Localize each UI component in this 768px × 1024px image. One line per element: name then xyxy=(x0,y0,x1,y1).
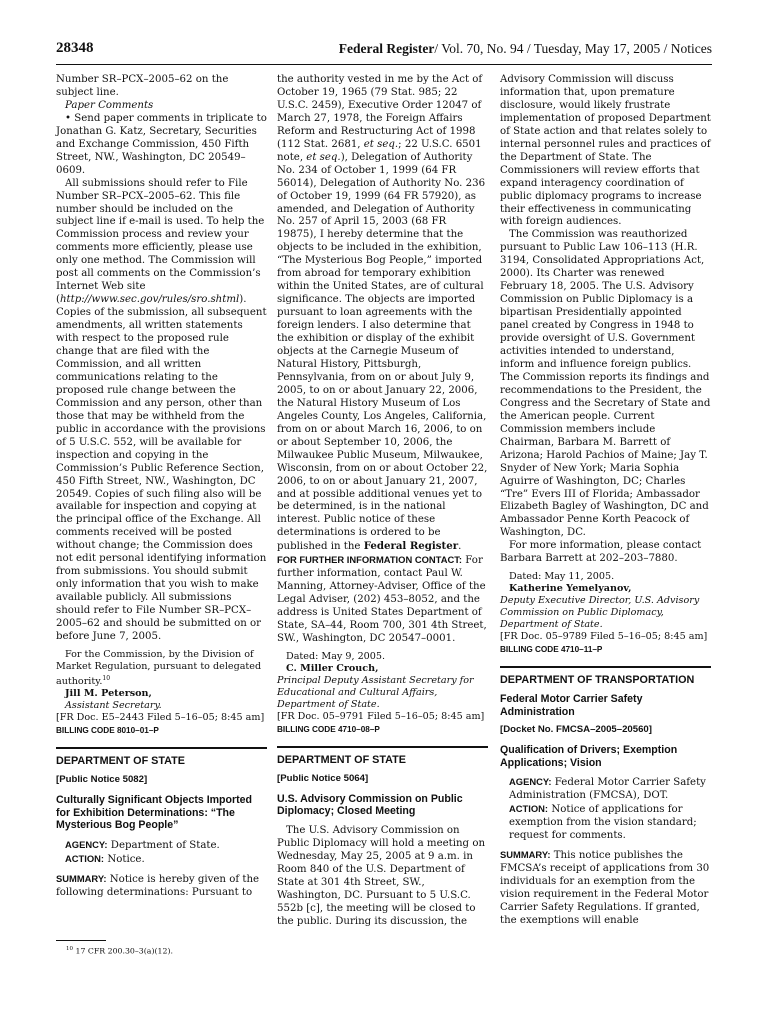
column-2 xyxy=(277,74,488,929)
fr-doc: [FR Doc. E5–2443 Filed 5–16–05; 8:45 am] xyxy=(56,712,265,724)
dated-line: Dated: May 9, 2005. xyxy=(286,650,386,662)
notice-title: Qualification of Drivers; Exemption Applications; Vision xyxy=(500,744,678,769)
signer-name: Katherine Yemelyanov, xyxy=(509,583,632,595)
page-number: 28348 xyxy=(56,40,94,56)
summary: SUMMARY: Notice is hereby given of the following determinations: Pursuant to xyxy=(56,872,260,898)
bullet-item: • Send paper comments in triplicate to Jonathan G. Katz, Secretary, Securities and Exchange Commission, 450 Fifth Street, NW., Washington, DC 20549–0609. xyxy=(56,112,267,176)
paragraph: All submissions should refer to File Number SR–PCX–2005–62. This file number should be included on the subject line if e-mail is used. To help the Commission process and review your comments more efficiently, please use only one method. The Commission will post all comments on the Commission’s Internet Web site (http://www.sec.gov/rules/sro.shtml). Copies of the submission, all subsequent amendments, all written statements with respect to the proposed rule change that are filed with the Commission, and all written communications relating to the proposed rule change between the Commission and any person, other than those that may be withheld from the public in accordance with the provisions of 5 U.S.C. 552, will be available for inspection and copying in the Commission’s Public Reference Section, 450 Fifth Street, NW., Washington, DC 20549. Copies of such filing also will be available for inspection and copying at the principal office of the Exchange. All comments received will be posted without change; the Commission does not edit personal identifying information from submissions. You should submit only information that you wish to make available publicly. All submissions should refer to File Number SR–PCX–2005–62 and should be submitted on or before June 7, 2005. xyxy=(56,177,267,642)
fr-doc: [FR Doc. 05–9789 Filed 5–16–05; 8:45 am] xyxy=(500,631,708,643)
header-rule xyxy=(56,64,712,65)
action-line: ACTION: Notice. xyxy=(65,852,145,865)
signer-name: Jill M. Peterson, xyxy=(65,688,152,700)
notice-title: Culturally Significant Objects Imported for Exhibition Determinations: “The Mysterious Bog People” xyxy=(56,793,253,832)
department-name: DEPARTMENT OF TRANSPORTATION xyxy=(500,674,695,687)
subagency-name: Federal Motor Carrier Safety Administration xyxy=(500,693,643,718)
agency-line: AGENCY: Department of State. xyxy=(65,838,220,851)
billing-code: BILLING CODE 8010–01–P xyxy=(56,726,159,736)
section-heading: Paper Comments xyxy=(65,99,154,111)
paragraph: Advisory Commission will discuss information that, upon premature disclosure, would likely frustrate implementation of proposed Department of State action and that relates solely to internal personnel rules and practices of the Department of State. The Commissioners will review efforts that expand interagency coordination of public diplomacy programs to increase their effectiveness in communicating with foreign audiences. xyxy=(500,74,711,228)
notice-number: [Public Notice 5082] xyxy=(56,774,148,786)
signer-title: Deputy Executive Director, U.S. Advisory Commission on Public Diplomacy, Department of State. xyxy=(500,595,700,631)
signer-title: Assistant Secretary. xyxy=(65,700,162,712)
department-name: DEPARTMENT OF STATE xyxy=(277,753,406,766)
volume-info: / Vol. 70, No. 94 / Tuesday, May 17, 2005 / Notices xyxy=(434,41,712,56)
notice-title: U.S. Advisory Commission on Public Diplomacy; Closed Meeting xyxy=(277,792,463,818)
dated-line: Dated: May 11, 2005. xyxy=(509,571,615,583)
docket-number: [Docket No. FMCSA–2005–20560] xyxy=(500,724,652,736)
footnote: $^{10}$ 17 CFR 200.30–3(a)(12). xyxy=(66,946,173,956)
action-line: ACTION: Notice of applications for exemption from the vision standard; request for comments. xyxy=(509,803,697,842)
paragraph: For more information, please contact Barbara Barrett at 202–203–7880. xyxy=(500,540,702,565)
paragraph: The Commission was reauthorized pursuant to Public Law 106–113 (H.R. 3194, Consolidated Appropriations Act, 2000). Its Charter was renewed February 18, 2005. The U.S. Advisory Commission on Public Diplomacy is a bipartisan Presidentially appointed panel created by Congress in 1948 to provide oversight of U.S. Government activities intended to understand, inform and influence foreign publics. The Commission reports its findings and recommendations to the President, the Congress and the Secretary of State and the American people. Current Commission members include Chairman, Barbara M. Barrett of Arizona; Harold Pachios of Maine; Jay T. Snyder of New York; Maria Sophia Aguirre of Washington, DC; Charles “Tre” Evers III of Florida; Ambassador Elizabeth Bagley of Washington, DC and Ambassador Penne Korth Peacock of Washington, DC. xyxy=(500,229,711,539)
contact-info: FOR FURTHER INFORMATION CONTACT: For further information, contact Paul W. Manning, Attorney-Adviser, Office of the Legal Adviser, (202) 453–8052, and the address is United States Department of State, SA–44, Room 700, 301 4th Street, SW., Washington, DC 20547–0001. xyxy=(277,554,487,644)
column-1 xyxy=(56,74,267,900)
agency-line: AGENCY: Federal Motor Carrier Safety Administration (FMCSA), DOT. xyxy=(509,776,706,802)
notice-number: [Public Notice 5064] xyxy=(277,772,369,784)
paragraph: The U.S. Advisory Commission on Public Diplomacy will hold a meeting on Wednesday, May 25, 2005 at 9 a.m. in Room 840 of the U.S. Department of State at 301 4th Street, SW., Washington, DC. Pursuant to 5 U.S.C. 552b [c], the meeting will be closed to the public. During its discussion, the xyxy=(277,824,486,927)
billing-code: BILLING CODE 4710–08–P xyxy=(277,724,380,734)
running-head xyxy=(339,41,712,57)
agency-rule xyxy=(277,746,488,748)
agency-rule xyxy=(56,747,267,749)
department-name: DEPARTMENT OF STATE xyxy=(56,755,185,768)
signer-name: C. Miller Crouch, xyxy=(286,662,379,674)
paragraph: the authority vested in me by the Act of October 19, 1965 (79 Stat. 985; 22 U.S.C. 2459), Executive Order 12047 of March 27, 1978, the Foreign Affairs Reform and Restructuring Act of 1998 (112 Stat. 2681, et seq.; 22 U.S.C. 6501 note, et seq.), Delegation of Authority No. 234 of October 1, 1999 (64 FR 56014), Delegation of Authority No. 236 of October 19, 1999 (64 FR 57920), as amended, and Delegation of Authority No. 257 of April 15, 2003 (68 FR 19875), I hereby determine that the objects to be included in the exhibition, “The Mysterious Bog People,” imported from abroad for temporary exhibition within the United States, are of cultural significance. The objects are imported pursuant to loan agreements with the foreign lenders. I also determine that the exhibition or display of the exhibit objects at the Carnegie Museum of Natural History, Pittsburgh, Pennsylvania, from on or about July 9, 2005, to on or about January 22, 2006, the Natural History Museum of Los Angeles County, Los Angeles, California, from on or about March 16, 2006, to on or about September 10, 2006, the Milwaukee Public Museum, Milwaukee, Wisconsin, from on or about October 22, 2006, to on or about January 21, 2007, and at possible additional venues yet to be determined, is in the national interest. Public notice of these determinations is ordered to be published in the Federal Register. xyxy=(277,74,488,553)
fr-doc: [FR Doc. 05–9791 Filed 5–16–05; 8:45 am] xyxy=(277,710,485,722)
column-3 xyxy=(500,74,711,928)
billing-code: BILLING CODE 4710–11–P xyxy=(500,645,603,655)
publication-name: Federal Register xyxy=(338,41,435,56)
paragraph: Number SR–PCX–2005–62 on the subject line. xyxy=(56,74,229,98)
footnote-rule xyxy=(56,940,106,941)
authority-statement: For the Commission, by the Division of Market Regulation, pursuant to delegated authority.$^{10}$ xyxy=(56,648,262,688)
page-header xyxy=(56,40,712,62)
agency-rule xyxy=(500,666,711,668)
footnote-ref[interactable]: 10 xyxy=(102,674,111,682)
signer-title: Principal Deputy Assistant Secretary for Educational and Cultural Affairs, Department of State. xyxy=(277,674,474,710)
summary: SUMMARY: This notice publishes the FMCSA’s receipt of applications from 30 individuals for an exemption from the vision requirement in the Federal Motor Carrier Safety Regulations. If granted, the exemptions will enable xyxy=(500,849,710,926)
sec-url-link[interactable]: http://www.sec.gov/rules/sro.shtml xyxy=(59,294,240,306)
